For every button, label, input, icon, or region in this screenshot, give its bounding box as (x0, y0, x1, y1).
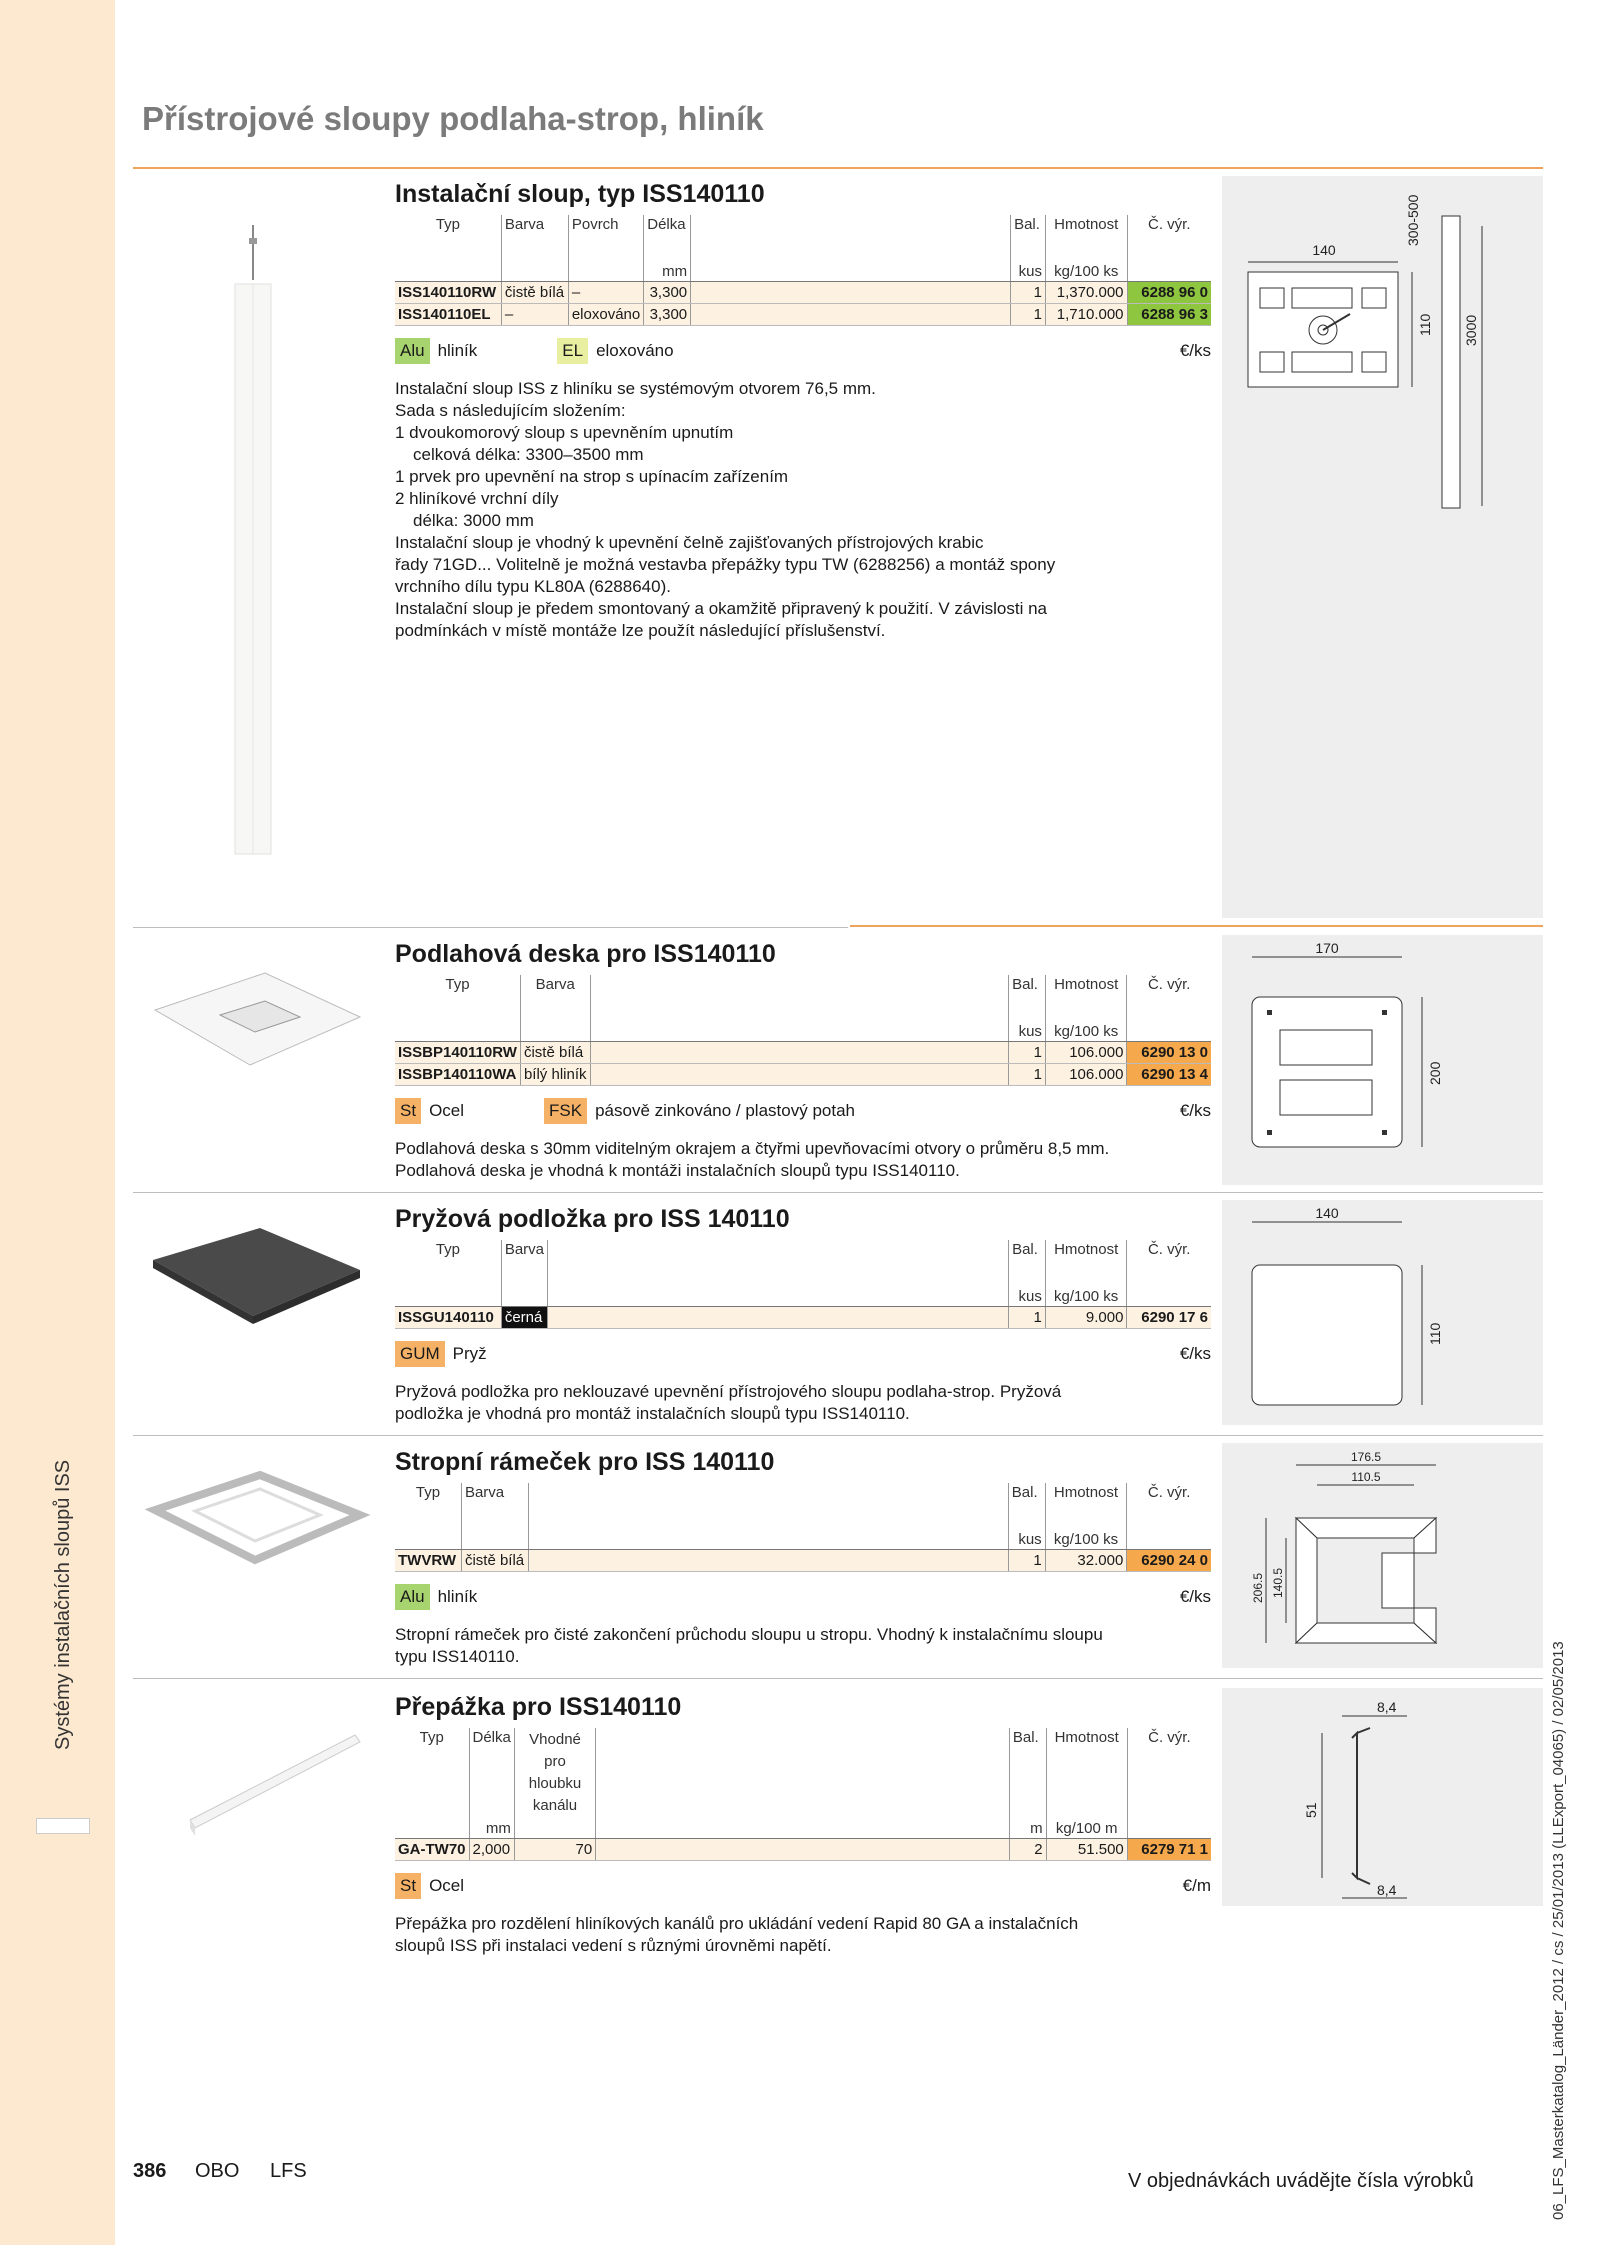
section-floor-plate (395, 940, 1215, 1182)
dim-top: 300-500 (1405, 194, 1421, 246)
col-hmotnost: Hmotnost (1045, 215, 1127, 261)
col-delka: Délka (644, 215, 691, 261)
footer-brand: OBO (195, 2160, 240, 2182)
order-number: 6288 96 0 (1127, 282, 1211, 304)
table-row: ISSBP140110RW čistě bílá 1 106.000 6290 13 0 (395, 1042, 1211, 1064)
material-label: Pryž (452, 1344, 487, 1363)
svg-text:206.5: 206.5 (1251, 1572, 1265, 1603)
product-table: Typ Barva Bal. Hmotnost Č. výr. kus kg/100 ks ISSGU140110 černá 1 9.000 6290 17 6 (395, 1240, 1211, 1329)
material-label: Ocel (429, 1101, 465, 1120)
order-number: 6279 71 1 (1127, 1839, 1211, 1861)
sidebar-label: Systémy instalačních sloupů ISS (52, 1459, 74, 1750)
description: Přepážka pro rozdělení hliníkových kanálů pro ukládání vedení Rapid 80 GA a instalačních sloupů ISS při instalaci vedení s různými úrovněmi napětí. (395, 1914, 1079, 1955)
section-title: Podlahová deska pro ISS140110 (395, 940, 776, 968)
surface-badge: FSK (544, 1098, 587, 1124)
drawing-rubber-pad (1222, 1200, 1543, 1425)
table-row: ISS140110RW čistě bílá – 3,300 1 1,370.000 6288 96 0 (395, 282, 1211, 304)
section-divider (395, 1693, 1215, 1957)
drawing-divider (1222, 1688, 1543, 1906)
col-cislo: Č. výr. (1127, 215, 1211, 261)
unit-mm: mm (644, 261, 691, 282)
order-number: 6288 96 3 (1127, 304, 1211, 326)
table-row: ISS140110EL – eloxováno 3,300 1 1,710.000 6288 96 3 (395, 304, 1211, 326)
svg-text:176.5: 176.5 (1350, 1450, 1382, 1464)
product-table: Typ Délka Vhodné pro hloubku kanálu Bal. Hmotnost Č. výr. mm m kg/100 m GA-TW70 2,000 70 2 51.500 6279 71 1 (395, 1728, 1211, 1861)
material-row (395, 1873, 1211, 1899)
surface-label: pásově zinkováno / plastový potah (595, 1101, 855, 1120)
svg-text:200: 200 (1427, 1061, 1443, 1085)
material-label: Ocel (429, 1876, 465, 1895)
material-badge: GUM (395, 1341, 445, 1367)
col-barva: Barva (501, 215, 568, 261)
page-number: 386 (133, 2160, 167, 2182)
rubber-pad-photo (145, 1220, 370, 1330)
page-title: Přístrojové sloupy podlaha-strop, hliník (142, 100, 764, 137)
price-unit: €/m (1182, 1876, 1211, 1895)
price-unit: €/ks (1179, 1101, 1211, 1120)
order-number: 6290 17 6 (1127, 1307, 1211, 1329)
surface-label: eloxováno (596, 341, 674, 360)
drawing-ceiling-frame (1222, 1443, 1543, 1668)
material-row (395, 338, 1211, 364)
order-number: 6290 13 4 (1127, 1064, 1211, 1086)
drawing-column (1222, 176, 1543, 918)
dim-length: 3000 (1463, 314, 1479, 346)
section-title: Stropní rámeček pro ISS 140110 (395, 1448, 775, 1476)
price-unit: €/ks (1179, 1344, 1211, 1363)
section-title: Instalační sloup, typ ISS140110 (395, 180, 765, 208)
material-row (395, 1341, 1211, 1367)
col-povrch: Povrch (568, 215, 643, 261)
order-number: 6290 13 0 (1127, 1042, 1211, 1064)
surface-badge: EL (557, 338, 588, 364)
material-row (395, 1098, 1211, 1124)
catalog-code: 06_LFS_Masterkatalog_Länder_2012 / cs / 25/01/2013 (LLExport_04065) / 02/05/2013 (1550, 1641, 1567, 2220)
material-badge: St (395, 1873, 421, 1899)
drawing-floor-plate (1222, 935, 1543, 1185)
product-table: Typ Barva Bal. Hmotnost Č. výr. kus kg/100 ks TWVRW čistě bílá 1 32.000 6290 24 0 (395, 1483, 1211, 1572)
table-row: ISSBP140110WA bílý hliník 1 106.000 6290 13 4 (395, 1064, 1211, 1086)
col-typ: Typ (435, 216, 461, 233)
product-table: Typ Barva Bal. Hmotnost Č. výr. kus kg/100 ks ISSBP140110RW čistě bílá 1 106.000 6290 13 0 ISSBP140110WA bílý hliník 1 106.000 6290 13 4 (395, 975, 1211, 1086)
floor-plate-photo (145, 965, 370, 1075)
table-row: ISSGU140110 černá 1 9.000 6290 17 6 (395, 1307, 1211, 1329)
unit-kg: kg/100 ks (1045, 261, 1127, 282)
material-label: hliník (437, 341, 478, 360)
section-column (395, 180, 1215, 642)
section-title: Přepážka pro ISS140110 (395, 1693, 682, 1721)
sidebar-tab-marker (36, 1818, 90, 1834)
description: Podlahová deska s 30mm viditelným okrajem a čtyřmi upevňovacími otvory o průměru 8,5 mm. Podlahová deska je vhodná k montáži instalačních sloupů typu ISS140110. (395, 1139, 1110, 1180)
material-label: hliník (437, 1587, 478, 1606)
sidebar (0, 0, 115, 2245)
dim-height: 110 (1417, 313, 1433, 336)
material-badge: St (395, 1098, 421, 1124)
price-unit: €/ks (1179, 341, 1211, 360)
table-row: TWVRW čistě bílá 1 32.000 6290 24 0 (395, 1550, 1211, 1572)
footer-series: LFS (270, 2160, 307, 2182)
ceiling-frame-photo (145, 1465, 370, 1575)
section-rubber-pad (395, 1205, 1215, 1425)
svg-text:51: 51 (1303, 1802, 1319, 1818)
divider-photo (185, 1720, 365, 1840)
description: Instalační sloup ISS z hliníku se systémovým otvorem 76,5 mm. Sada s následujícím složením: 1 dvoukomorový sloup s upevněním upnutím celková délka: 3300–3500 mm 1 prvek pro upevnění na strop s upínacím zařízením 2 hliníkové vrchní díly délka: 3000 mm Instalační sloup je vhodný k upevnění čelně zajišťovaných přístrojových krabic řady 71GD... Volitelně je možná vestavba přepážky typu TW (6288256) a montáž spony vrchního dílu typu KL80A (6288640). Instalační sloup je předem smontovaný a okamžitě připravený k použití. V závislosti na podmínkách v místě montáže lze použít následující příslušenství. (395, 379, 1056, 640)
col-bal: Bal. (1011, 215, 1046, 261)
dim-width: 140 (1312, 242, 1336, 258)
svg-text:8,4: 8,4 (1377, 1882, 1397, 1898)
description: Stropní rámeček pro čisté zakončení průchodu sloupu u stropu. Vhodný k instalačnímu sloupu typu ISS140110. (395, 1625, 1103, 1666)
svg-text:140.5: 140.5 (1271, 1567, 1285, 1598)
svg-text:110: 110 (1427, 1322, 1443, 1345)
order-number: 6290 24 0 (1127, 1550, 1211, 1572)
svg-text:8,4: 8,4 (1377, 1699, 1397, 1715)
table-row: GA-TW70 2,000 70 2 51.500 6279 71 1 (395, 1839, 1211, 1861)
material-badge: Alu (395, 1584, 430, 1610)
svg-text:170: 170 (1315, 940, 1339, 956)
svg-text:140: 140 (1315, 1205, 1339, 1221)
svg-text:110.5: 110.5 (1351, 1470, 1381, 1484)
footer-note: V objednávkách uvádějte čísla výrobků (1128, 2170, 1474, 2192)
price-unit: €/ks (1179, 1587, 1211, 1606)
title-rule (133, 167, 1543, 169)
material-row (395, 1584, 1211, 1610)
material-badge: Alu (395, 338, 430, 364)
description: Pryžová podložka pro neklouzavé upevnění přístrojového sloupu podlaha-strop. Pryžová podložka je vhodná pro montáž instalačních sloupů typu ISS140110. (395, 1382, 1062, 1423)
unit-kus: kus (1011, 261, 1046, 282)
product-table (395, 215, 1211, 326)
section-ceiling-frame (395, 1448, 1215, 1668)
column-photo (225, 220, 285, 860)
section-title: Pryžová podložka pro ISS 140110 (395, 1205, 790, 1233)
